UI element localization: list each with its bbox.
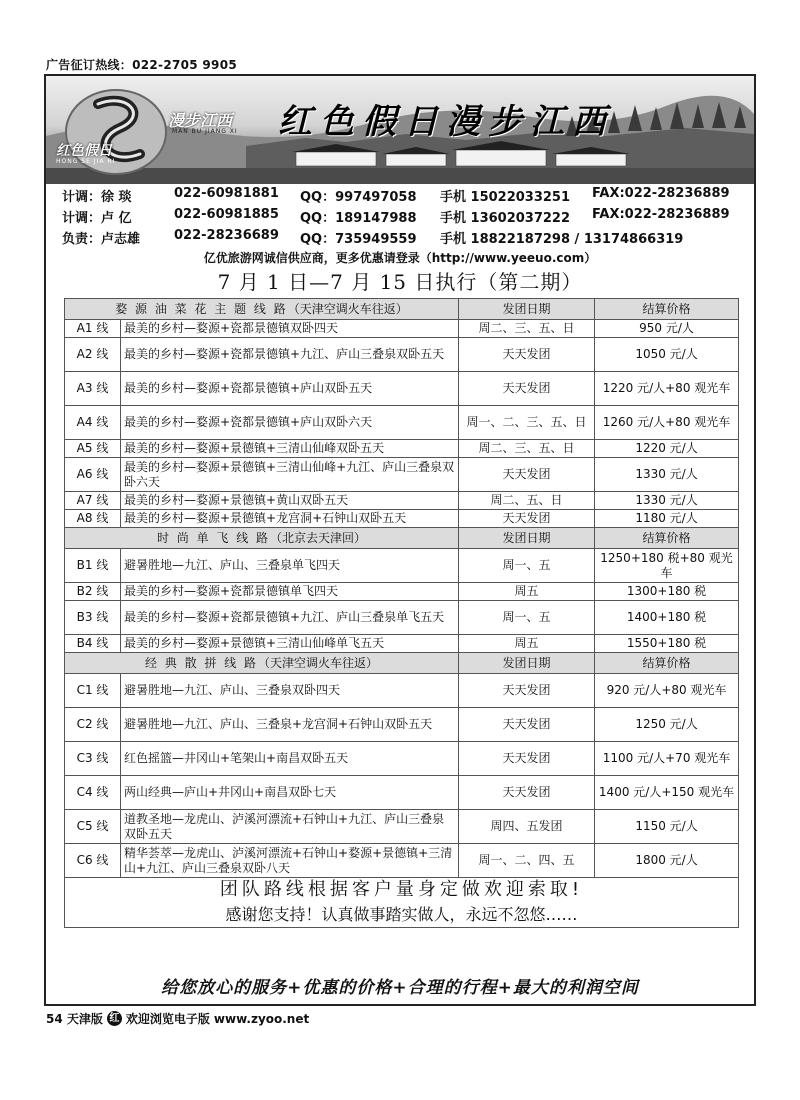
section-title-text: 婺 源 油 菜 花 主 题 线 路	[115, 301, 288, 316]
departure-days: 周二、五、日	[459, 492, 595, 510]
contact-mobile: 手机 18822187298 / 13174866319	[440, 232, 684, 247]
contact-row	[62, 228, 752, 249]
footer-row	[65, 902, 739, 928]
schedule-title: 7 月 1 日—7 月 15 日执行（第二期）	[217, 270, 583, 294]
route-row	[65, 406, 739, 440]
route-code: C3 线	[65, 742, 121, 776]
logo-text-hongse: 红色假日	[56, 143, 112, 159]
footer-text: 欢迎浏览电子版	[125, 1012, 210, 1026]
contact-qq: QQ：735949559	[300, 232, 417, 247]
route-table	[64, 298, 739, 928]
section-header	[65, 299, 739, 320]
route-code: B1 线	[65, 549, 121, 583]
route-code: B2 线	[65, 583, 121, 601]
route-code: B3 线	[65, 601, 121, 635]
logo-text-hongse-en: HONG SE JIA RI	[56, 158, 116, 165]
route-code: C5 线	[65, 810, 121, 844]
col-header-price: 结算价格	[595, 299, 739, 320]
route-description: 最美的乡村—婺源+景德镇+黄山双卧五天	[121, 492, 459, 510]
departure-days: 周一、五	[459, 601, 595, 635]
route-row	[65, 458, 739, 492]
route-row	[65, 742, 739, 776]
settlement-price: 1220 元/人+80 观光车	[595, 372, 739, 406]
route-row	[65, 320, 739, 338]
settlement-price: 1260 元/人+80 观光车	[595, 406, 739, 440]
contact-name: 计调：卢 亿	[62, 211, 132, 226]
route-row	[65, 708, 739, 742]
departure-days: 周五	[459, 635, 595, 653]
departure-days: 周五	[459, 583, 595, 601]
route-description: 最美的乡村—婺源+景德镇+三清山仙峰+九江、庐山三叠泉双卧六天	[121, 458, 459, 492]
contact-tel: 022-60981885	[174, 207, 279, 222]
route-code: A5 线	[65, 440, 121, 458]
route-description: 红色摇篮—井冈山+笔架山+南昌双卧五天	[121, 742, 459, 776]
settlement-price: 1800 元/人	[595, 844, 739, 878]
settlement-price: 1330 元/人	[595, 492, 739, 510]
col-header-dates: 发团日期	[459, 528, 595, 549]
settlement-price: 1550+180 税	[595, 635, 739, 653]
route-code: A7 线	[65, 492, 121, 510]
departure-days: 天天发团	[459, 708, 595, 742]
route-description: 最美的乡村—婺源+瓷都景德镇+九江、庐山三叠泉双卧五天	[121, 338, 459, 372]
contact-tel: 022-28236689	[174, 228, 279, 243]
footer-url[interactable]: www.zyoo.net	[213, 1011, 310, 1026]
route-description: 最美的乡村—婺源+瓷都景德镇单飞四天	[121, 583, 459, 601]
route-row	[65, 549, 739, 583]
route-description: 最美的乡村—婺源+瓷都景德镇+庐山双卧五天	[121, 372, 459, 406]
route-code: A8 线	[65, 510, 121, 528]
route-description: 最美的乡村—婺源+景德镇+三清山仙峰单飞五天	[121, 635, 459, 653]
contact-mobile: 手机 13602037222	[440, 211, 571, 226]
route-code: A4 线	[65, 406, 121, 440]
slogan: 给您放心的服务+优惠的价格+合理的行程+最大的利润空间	[161, 978, 639, 998]
section-header	[65, 528, 739, 549]
logo-text-manbu: 漫步江西	[168, 111, 233, 130]
col-header-dates: 发团日期	[459, 653, 595, 674]
route-code: C1 线	[65, 674, 121, 708]
contact-row	[62, 207, 752, 228]
contact-name: 计调：徐 琰	[62, 190, 132, 205]
settlement-price: 1050 元/人	[595, 338, 739, 372]
footer-row	[65, 878, 739, 902]
route-description: 最美的乡村—婺源+瓷都景德镇+九江、庐山三叠泉单飞五天	[121, 601, 459, 635]
settlement-price: 1250+180 税+80 观光车	[595, 549, 739, 583]
route-description: 避暑胜地—九江、庐山、三叠泉+龙宫洞+石钟山双卧五天	[121, 708, 459, 742]
settlement-price: 1400 元/人+150 观光车	[595, 776, 739, 810]
page-number: 54 天津版	[46, 1012, 103, 1026]
settlement-price: 1150 元/人	[595, 810, 739, 844]
route-row	[65, 844, 739, 878]
route-row	[65, 601, 739, 635]
supplier-note: 亿优旅游网诚信供应商，更多优惠请登录（http://www.yeeuo.com）	[203, 251, 597, 265]
section-title	[65, 299, 459, 320]
route-code: A1 线	[65, 320, 121, 338]
departure-days: 天天发团	[459, 674, 595, 708]
contact-name: 负责：卢志雄	[62, 232, 141, 247]
section-note: （北京去天津回）	[270, 530, 367, 545]
section-title	[65, 528, 459, 549]
departure-days: 天天发团	[459, 458, 595, 492]
departure-days: 周四、五发团	[459, 810, 595, 844]
departure-days: 周一、二、三、五、日	[459, 406, 595, 440]
settlement-price: 1220 元/人	[595, 440, 739, 458]
contact-tel: 022-60981881	[174, 186, 279, 201]
route-row	[65, 635, 739, 653]
route-description: 最美的乡村—婺源+瓷都景德镇双卧四天	[121, 320, 459, 338]
contact-row	[62, 186, 752, 207]
route-row	[65, 338, 739, 372]
route-code: C4 线	[65, 776, 121, 810]
col-header-dates: 发团日期	[459, 299, 595, 320]
route-row	[65, 372, 739, 406]
settlement-price: 950 元/人	[595, 320, 739, 338]
settlement-price: 920 元/人+80 观光车	[595, 674, 739, 708]
section-title	[65, 653, 459, 674]
custom-tour-note: 团队路线根据客户量身定做欢迎索取!	[65, 878, 739, 902]
contact-fax: FAX:022-28236889	[592, 186, 730, 201]
route-description: 避暑胜地—九江、庐山、三叠泉单飞四天	[121, 549, 459, 583]
route-code: C2 线	[65, 708, 121, 742]
route-description: 道教圣地—龙虎山、泸溪河漂流+石钟山+九江、庐山三叠泉双卧五天	[121, 810, 459, 844]
route-description: 最美的乡村—婺源+景德镇+三清山仙峰双卧五天	[121, 440, 459, 458]
route-row	[65, 440, 739, 458]
route-code: C6 线	[65, 844, 121, 878]
section-note: （天津空调火车往返）	[258, 655, 379, 670]
route-row	[65, 510, 739, 528]
departure-days: 天天发团	[459, 510, 595, 528]
contact-qq: QQ：189147988	[300, 211, 417, 226]
departure-days: 天天发团	[459, 338, 595, 372]
col-header-price: 结算价格	[595, 653, 739, 674]
settlement-price: 1330 元/人	[595, 458, 739, 492]
section-header	[65, 653, 739, 674]
route-description: 避暑胜地—九江、庐山、三叠泉双卧四天	[121, 674, 459, 708]
route-row	[65, 776, 739, 810]
route-code: A3 线	[65, 372, 121, 406]
col-header-price: 结算价格	[595, 528, 739, 549]
route-description: 最美的乡村—婺源+景德镇+龙宫洞+石钟山双卧五天	[121, 510, 459, 528]
departure-days: 天天发团	[459, 742, 595, 776]
route-row	[65, 583, 739, 601]
route-row	[65, 674, 739, 708]
departure-days: 周一、五	[459, 549, 595, 583]
departure-days: 天天发团	[459, 372, 595, 406]
contact-block	[62, 186, 752, 249]
route-description: 两山经典—庐山+井冈山+南昌双卧七天	[121, 776, 459, 810]
settlement-price: 1250 元/人	[595, 708, 739, 742]
departure-days: 周二、三、五、日	[459, 440, 595, 458]
section-title-text: 时 尚 单 飞 线 路	[156, 530, 271, 545]
contact-qq: QQ：997497058	[300, 190, 417, 205]
departure-days: 周一、二、四、五	[459, 844, 595, 878]
route-row	[65, 810, 739, 844]
logo-text-manbu-en: MAN BU JIANG XI	[172, 128, 238, 135]
route-code: B4 线	[65, 635, 121, 653]
route-code: A2 线	[65, 338, 121, 372]
thanks-note: 感谢您支持！认真做事踏实做人，永远不忽悠……	[65, 902, 739, 928]
ad-hotline: 广告征订热线：022-2705 9905	[46, 58, 238, 72]
route-row	[65, 492, 739, 510]
contact-mobile: 手机 15022033251	[440, 190, 571, 205]
route-description: 精华荟萃—龙虎山、泸溪河漂流+石钟山+婺源+景德镇+三清山+九江、庐山三叠泉双卧八天	[121, 844, 459, 878]
departure-days: 周二、三、五、日	[459, 320, 595, 338]
settlement-price: 1400+180 税	[595, 601, 739, 635]
settlement-price: 1300+180 税	[595, 583, 739, 601]
page-footer	[46, 1010, 309, 1027]
route-code: A6 线	[65, 458, 121, 492]
section-title-text: 经 典 散 拼 线 路	[144, 655, 259, 670]
contact-fax: FAX:022-28236889	[592, 207, 730, 222]
settlement-price: 1180 元/人	[595, 510, 739, 528]
settlement-price: 1100 元/人+70 观光车	[595, 742, 739, 776]
route-description: 最美的乡村—婺源+瓷都景德镇+庐山双卧六天	[121, 406, 459, 440]
departure-days: 天天发团	[459, 776, 595, 810]
section-note: （天津空调火车往返）	[287, 301, 408, 316]
banner-title: 红色假日漫步江西	[278, 102, 614, 142]
red-badge-icon: 红	[107, 1011, 122, 1026]
